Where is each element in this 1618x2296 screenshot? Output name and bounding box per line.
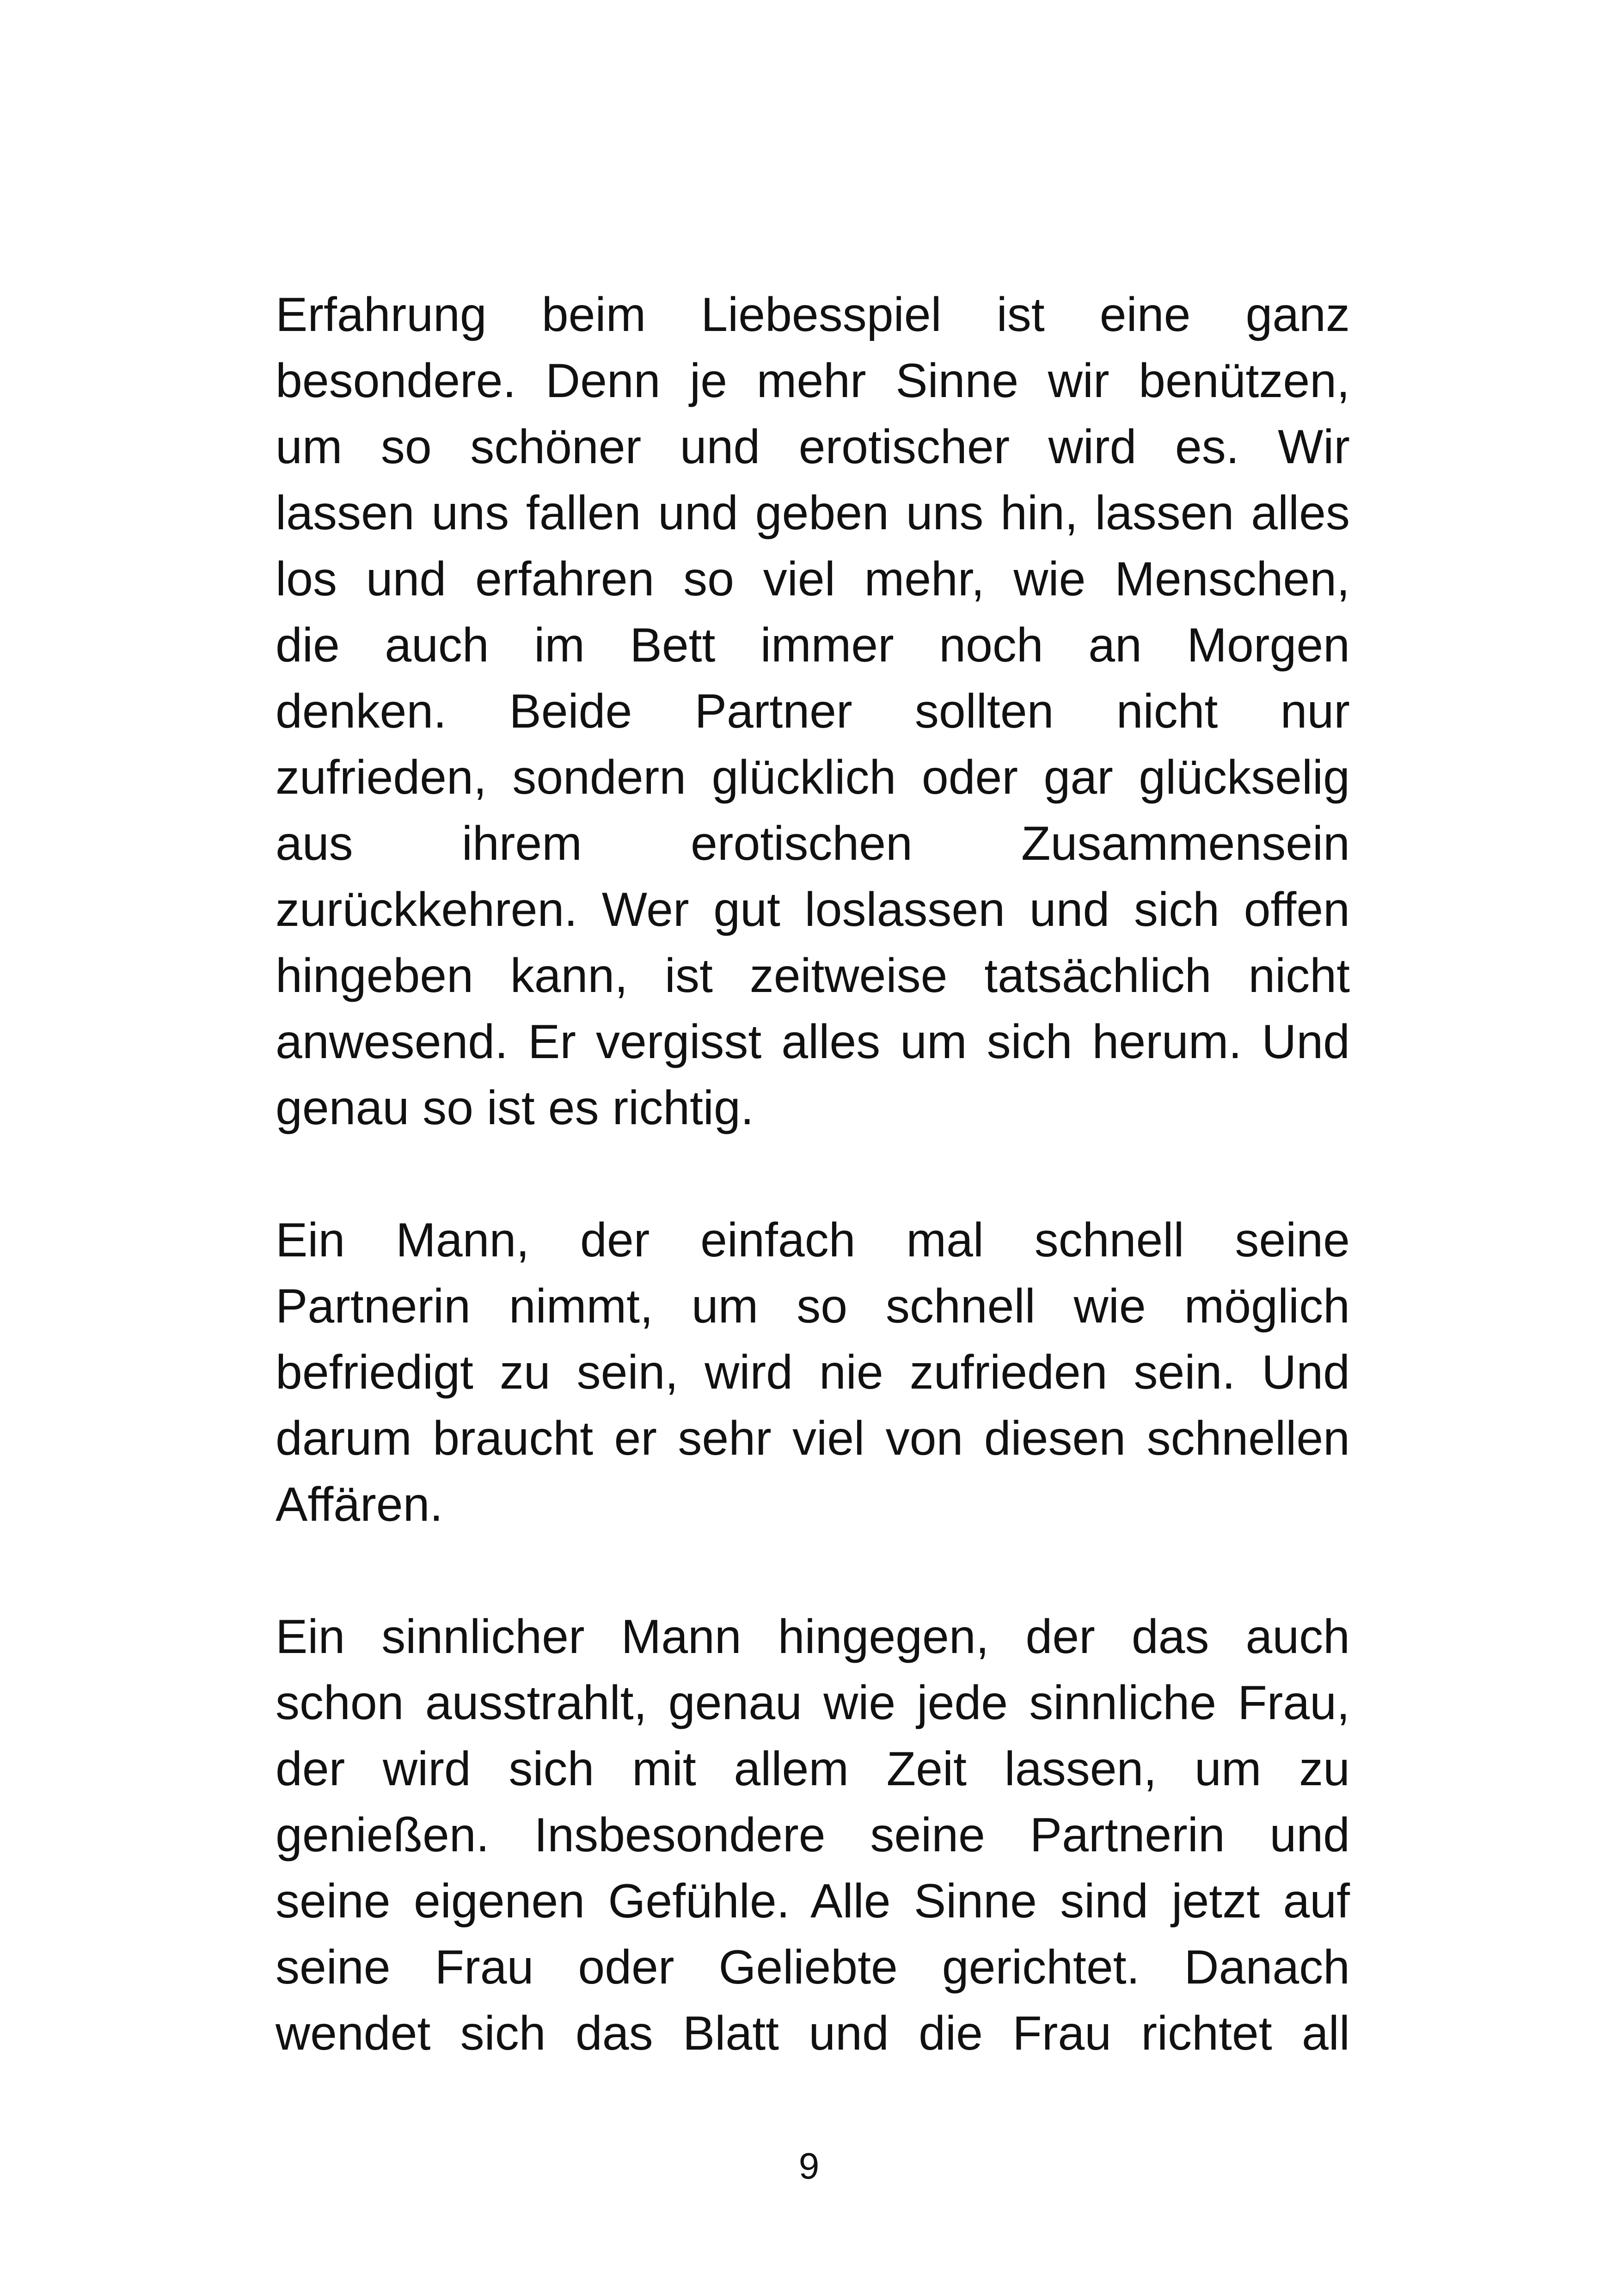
page-number: 9	[798, 2145, 820, 2186]
text-line: der wird sich mit allem Zeit lassen, um zu	[276, 1742, 1350, 1796]
text-line: zufrieden, sondern glücklich oder gar glückselig	[276, 751, 1350, 804]
text-line: die auch im Bett immer noch an Morgen	[276, 618, 1350, 672]
text-line: um so schöner und erotischer wird es. Wir	[276, 420, 1350, 474]
text-line: anwesend. Er vergisst alles um sich herum. Und	[276, 1015, 1350, 1069]
text-line: Ein sinnlicher Mann hingegen, der das auch	[276, 1610, 1350, 1664]
text-line: seine Frau oder Geliebte gerichtet. Danach	[276, 1941, 1350, 1994]
body-text	[276, 282, 1350, 2067]
text-line: Erfahrung beim Liebesspiel ist eine ganz	[276, 288, 1350, 342]
text-line: genießen. Insbesondere seine Partnerin und	[276, 1808, 1350, 1862]
text-line: darum braucht er sehr viel von diesen schnellen	[276, 1412, 1350, 1465]
text-line: genau so ist es richtig.	[276, 1081, 754, 1135]
text-line: zurückkehren. Wer gut loslassen und sich offen	[276, 883, 1350, 937]
text-line: wendet sich das Blatt und die Frau richtet all	[276, 2007, 1350, 2060]
text-line: seine eigenen Gefühle. Alle Sinne sind jetzt auf	[276, 1874, 1350, 1928]
text-line: aus ihrem erotischen Zusammensein	[276, 817, 1350, 870]
text-line: denken. Beide Partner sollten nicht nur	[276, 685, 1350, 738]
text-line: los und erfahren so viel mehr, wie Menschen,	[276, 552, 1350, 606]
text-line: Partnerin nimmt, um so schnell wie möglich	[276, 1280, 1350, 1333]
text-line: besondere. Denn je mehr Sinne wir benützen,	[276, 354, 1350, 408]
text-line: Affären.	[276, 1478, 443, 1531]
text-line: befriedigt zu sein, wird nie zufrieden sein. Und	[276, 1346, 1350, 1399]
paragraph-3	[276, 1604, 1350, 2067]
paragraph-1	[276, 282, 1350, 1141]
paragraph-2	[276, 1207, 1350, 1538]
paragraph-spacer	[276, 1538, 1350, 1604]
paragraph-spacer	[276, 1141, 1350, 1207]
text-line: Ein Mann, der einfach mal schnell seine	[276, 1213, 1350, 1267]
text-line: lassen uns fallen und geben uns hin, lassen alles	[276, 486, 1350, 540]
text-line: hingeben kann, ist zeitweise tatsächlich nicht	[276, 949, 1350, 1003]
text-line: schon ausstrahlt, genau wie jede sinnliche Frau,	[276, 1676, 1350, 1730]
